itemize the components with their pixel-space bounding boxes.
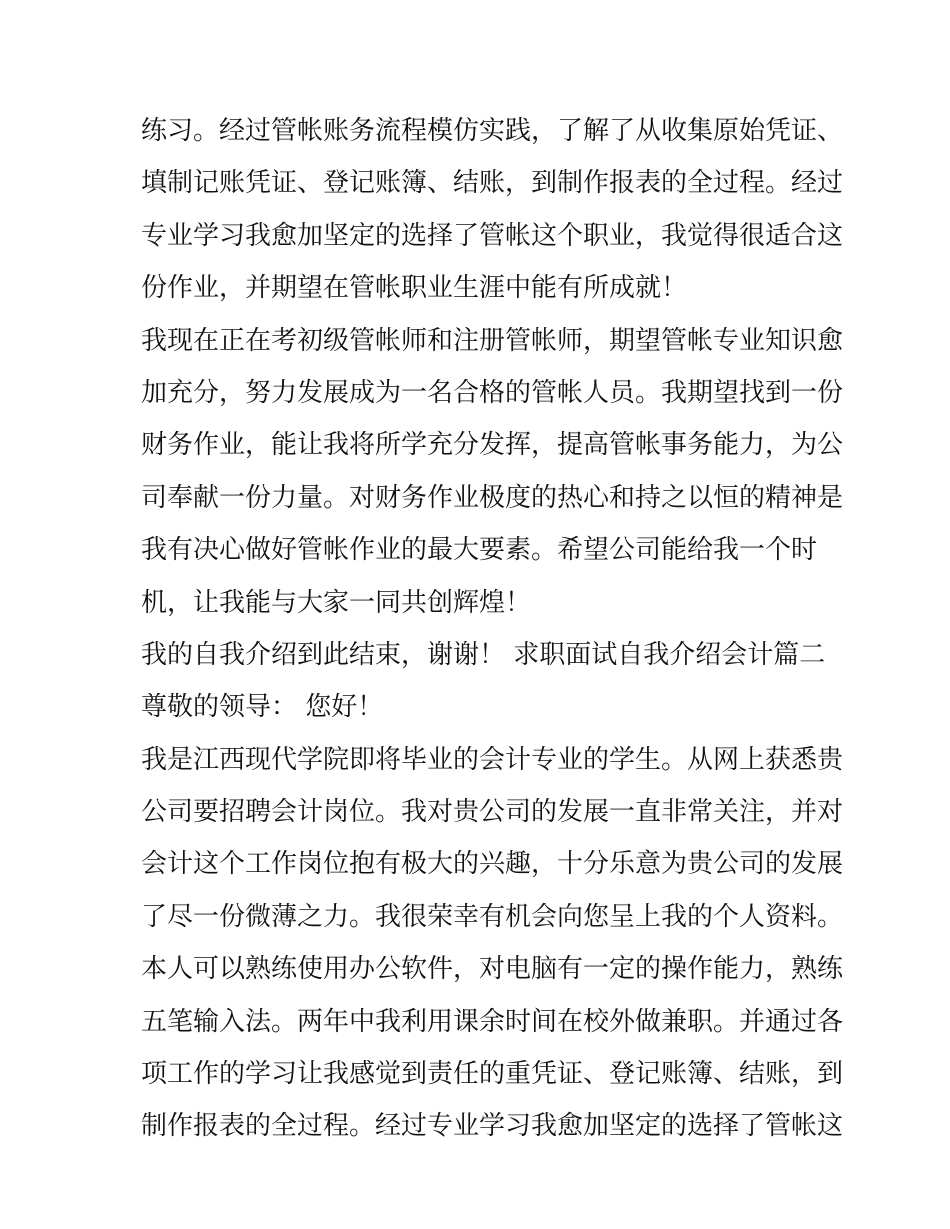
- text-line: 加充分，努力发展成为一名合格的管帐人员。我期望找到一份: [141, 377, 844, 408]
- text-line: 司奉献一份力量。对财务作业极度的热心和持之以恒的精神是: [141, 482, 844, 513]
- text-line: 了尽一份微薄之力。我很荣幸有机会向您呈上我的个人资料。: [141, 901, 844, 932]
- document-body: [141, 105, 844, 1153]
- text-line: 财务作业，能让我将所学充分发挥，提高管帐事务能力，为公: [141, 430, 844, 461]
- text-line: 五笔输入法。两年中我利用课余时间在校外做兼职。并通过各: [141, 1006, 844, 1037]
- text-line: 会计这个工作岗位抱有极大的兴趣，十分乐意为贵公司的发展: [141, 849, 844, 880]
- text-line: 专业学习我愈加坚定的选择了管帐这个职业，我觉得很适合这: [141, 220, 844, 251]
- text-line: 机，让我能与大家一同共创辉煌！: [141, 587, 532, 618]
- text-line: 我现在正在考初级管帐师和注册管帐师，期望管帐专业知识愈: [141, 325, 844, 356]
- text-line: 我的自我介绍到此结束，谢谢！ 求职面试自我介绍会计篇二: [141, 639, 826, 670]
- text-line: 我有决心做好管帐作业的最大要素。希望公司能给我一个时: [141, 535, 818, 566]
- text-line: 项工作的学习让我感觉到责任的重凭证、登记账簿、结账，到: [141, 1059, 844, 1090]
- text-line: 份作业，并期望在管帐职业生涯中能有所成就！: [141, 273, 688, 304]
- text-line: 制作报表的全过程。经过专业学习我愈加坚定的选择了管帐这: [141, 1111, 844, 1142]
- text-line: 填制记账凭证、登记账簿、结账，到制作报表的全过程。经过: [141, 168, 844, 199]
- text-line: 公司要招聘会计岗位。我对贵公司的发展一直非常关注，并对: [141, 797, 844, 828]
- text-line: 本人可以熟练使用办公软件，对电脑有一定的操作能力，熟练: [141, 954, 844, 985]
- text-line: 尊敬的领导： 您好！: [141, 692, 384, 723]
- text-line: 练习。经过管帐账务流程模仿实践，了解了从收集原始凭证、: [141, 116, 844, 146]
- text-line: 我是江西现代学院即将毕业的会计专业的学生。从网上获悉贵: [141, 744, 844, 775]
